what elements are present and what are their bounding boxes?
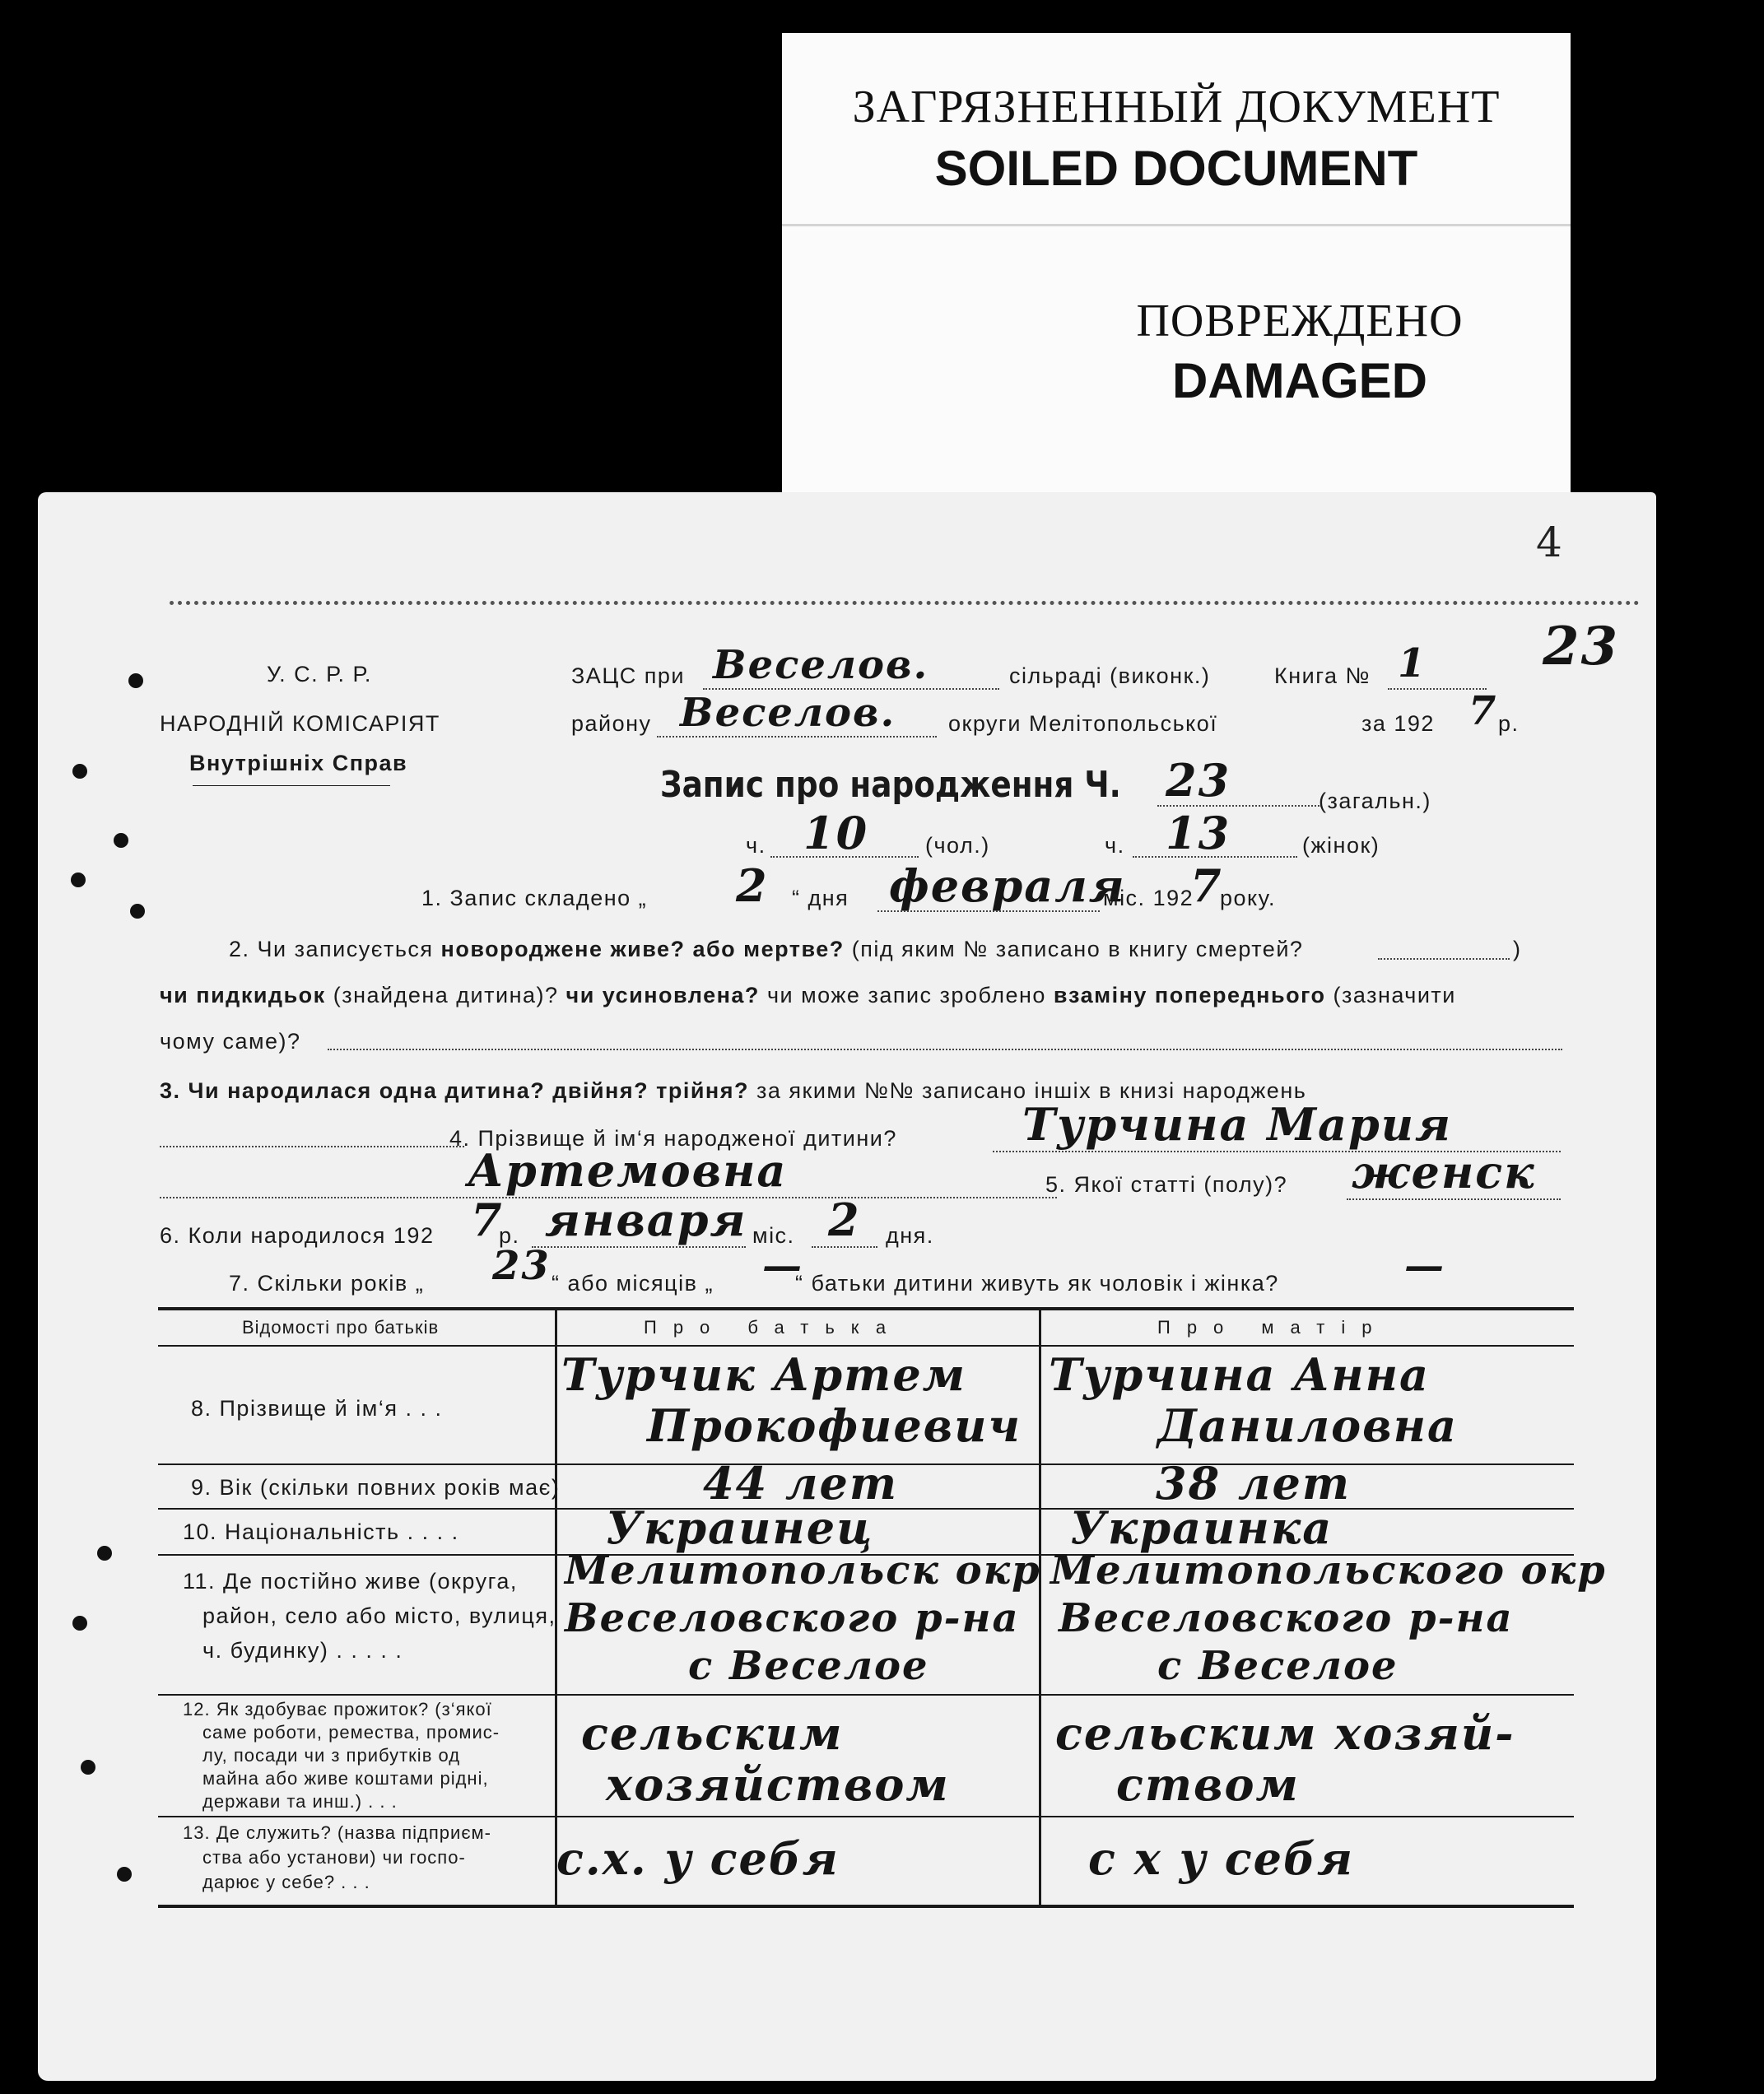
q7-answer-handwritten: — [1404, 1243, 1445, 1289]
underline [193, 785, 390, 786]
q5-label: 5. Якої статті (полу)? [1045, 1172, 1288, 1197]
q7-label-b: “ або місяців „ [552, 1271, 714, 1296]
archive-label-card [782, 33, 1571, 494]
q2-found-child: (знайдена дитина)? [333, 983, 559, 1007]
row11-label-2: район, село або місто, вулиця, [202, 1603, 556, 1628]
row9-label: 9. Вік (скільки повних років має) [191, 1475, 561, 1500]
row12-label-3: лу, посади чи з прибутків од [202, 1745, 461, 1766]
table-rule [158, 1694, 1574, 1696]
punch-hole [128, 673, 143, 688]
header-internal-affairs: Внутрішніх Справ [189, 751, 408, 775]
q7-months-handwritten: — [762, 1243, 803, 1289]
q2-specify: (зазначити [1333, 983, 1456, 1007]
book-number-handwritten: 1 [1398, 640, 1427, 686]
punch-hole [71, 872, 86, 887]
ch-label-male: ч. [746, 833, 766, 858]
row9-mother: 38 лет [1156, 1457, 1351, 1510]
table-column-divider [1039, 1310, 1041, 1905]
female-number-handwritten: 13 [1166, 807, 1231, 859]
row9-father: 44 лет [703, 1457, 898, 1510]
q4-label: 4. Прізвище й ім‘я народженої дитини? [449, 1126, 897, 1151]
row12-label-4: майна або живе коштами рідні, [202, 1768, 489, 1789]
punch-hole [81, 1760, 95, 1775]
row8-father-line2: Прокофиевич [647, 1399, 1022, 1452]
table-top-rule [158, 1307, 1574, 1310]
row11-label-1: 11. Де постійно живе (округа, [183, 1569, 518, 1594]
table-bottom-rule [158, 1905, 1574, 1908]
dotted-line [1378, 958, 1510, 960]
corner-mark-handwritten: 4 [1536, 519, 1562, 566]
row11-label-3: ч. будинку) . . . . . [202, 1638, 403, 1663]
q2-line2 [160, 983, 1456, 1008]
female-label: (жінок) [1302, 833, 1380, 858]
punch-hole [114, 833, 128, 848]
row12-father-line2: хозяйством [606, 1758, 950, 1811]
table-header-mother: Про матір [1157, 1317, 1389, 1338]
row11-mother-line2: Веселовского р-на [1059, 1595, 1514, 1641]
corner-number-handwritten: 23 [1543, 616, 1620, 677]
table-rule [158, 1345, 1574, 1347]
row11-father-line3: с Веселое [688, 1643, 929, 1689]
label-damaged-ru: ПОВРЕЖДЕНО [1136, 295, 1464, 347]
label-soiled-ru: ЗАГРЯЗНЕННЫЙ ДОКУМЕНТ [852, 81, 1501, 133]
punch-hole [72, 1616, 87, 1631]
q7-label-c: “ батьки дитини живуть як чоловік і жінка? [795, 1271, 1279, 1296]
q2-close: ) [1513, 937, 1522, 961]
q2-text-c: (під яким № записано в книгу смертей? [851, 937, 1304, 961]
table-header-info: Відомості про батьків [242, 1317, 440, 1338]
row11-father-line1: Мелитопольск окр [565, 1547, 1041, 1594]
punch-hole [117, 1867, 132, 1882]
q3-text-a: 3. Чи народилася [160, 1078, 372, 1103]
zags-label: ЗАЦС при [571, 663, 686, 688]
dotted-line [328, 1049, 1562, 1050]
row12-label-5: держави та инш.) . . . [202, 1791, 398, 1812]
row8-mother-line1: Турчина Анна [1049, 1348, 1430, 1401]
rayon-label: району [571, 711, 652, 736]
year-digit-handwritten: 7 [1468, 688, 1498, 734]
male-label: (чол.) [925, 833, 990, 858]
table-header-father: Про батька [644, 1317, 903, 1338]
q6-mis: міс. [752, 1223, 795, 1248]
card-fold-line [782, 224, 1571, 226]
label-damaged-en: DAMAGED [1172, 353, 1427, 408]
row11-mother-line3: с Веселое [1157, 1643, 1399, 1689]
silradi-label: сільраді (виконк.) [1009, 663, 1211, 688]
dotted-line [657, 736, 937, 738]
general-label: (загальн.) [1319, 789, 1431, 813]
dotted-line [160, 1146, 464, 1147]
punch-hole [130, 904, 145, 919]
q2-replacement: взаміну попереднього [1053, 983, 1326, 1007]
q7-years-handwritten: 23 [492, 1243, 551, 1289]
year-suffix: р. [1498, 711, 1520, 736]
q1-month-handwritten: февраля [889, 859, 1126, 912]
q3-text-c: за якими №№ записано іншіх в книзі народжень [756, 1078, 1307, 1103]
q2-label [229, 937, 1303, 962]
row10-father: Украинец [606, 1501, 874, 1554]
q1-day-label: “ дня [792, 886, 849, 910]
q1-day-handwritten: 2 [736, 859, 769, 912]
okrug-label: округи Мелітопольської [948, 711, 1218, 736]
q6-r: р. [499, 1223, 520, 1248]
row8-father-line1: Турчик Артем [561, 1348, 967, 1401]
dotted-line [1133, 856, 1297, 858]
zags-place-handwritten: Веселов. [713, 642, 929, 688]
row11-mother-line1: Мелитопольского окр [1050, 1547, 1607, 1594]
male-number-handwritten: 10 [803, 807, 869, 859]
table-rule [158, 1816, 1574, 1817]
dotted-line [1347, 1198, 1561, 1200]
q1-label: 1. Запис складено „ [421, 886, 648, 910]
dotted-line [770, 856, 919, 858]
row13-label-1: 13. Де служить? (назва підприєм- [183, 1822, 492, 1843]
q1-roku: року. [1220, 886, 1276, 910]
rayon-place-handwritten: Веселов. [680, 690, 896, 736]
dotted-line [532, 1246, 746, 1248]
row11-father-line2: Веселовского р-на [565, 1595, 1020, 1641]
q6-year-handwritten: 7 [471, 1194, 504, 1246]
row13-label-2: ства або установи) чи госпо- [202, 1847, 466, 1868]
punch-hole [72, 764, 87, 779]
dotted-line [812, 1246, 877, 1248]
punch-hole [97, 1546, 112, 1561]
q1-year-handwritten: 7 [1190, 859, 1223, 912]
q2-or-record: чи може запис зроблено [766, 983, 1046, 1007]
ch-label-female: ч. [1105, 833, 1125, 858]
q6-label: 6. Коли народилося 192 [160, 1223, 435, 1248]
row8-mother-line2: Даниловна [1157, 1399, 1458, 1452]
label-soiled-en: SOILED DOCUMENT [934, 141, 1418, 196]
q6-day-handwritten: 2 [828, 1194, 861, 1246]
q4-patronymic-handwritten: Артемовна [468, 1144, 788, 1197]
record-title: Запис про народження Ч. [660, 764, 1121, 806]
birth-record-form [38, 492, 1656, 2081]
q2-line3: чому саме)? [160, 1029, 301, 1054]
q2-foundling: чи пидкидьок [160, 983, 326, 1007]
row12-label-2: саме роботи, ремества, промис- [202, 1722, 500, 1743]
row13-label-3: дарює у себе? . . . [202, 1872, 370, 1892]
row12-mother-line1: сельским хозяй- [1055, 1707, 1515, 1760]
q7-label-a: 7. Скільки років „ [229, 1271, 425, 1296]
q1-month-label: міс. 192 [1103, 886, 1194, 910]
row13-mother: с х у себя [1088, 1832, 1354, 1885]
q3-text-b: одна дитина? двійня? трійня? [379, 1078, 749, 1103]
dotted-line [877, 910, 1100, 912]
perforation-line [170, 601, 1640, 605]
row12-father-line1: сельским [581, 1707, 844, 1760]
row13-father: с.х. у себя [556, 1832, 840, 1885]
q2-text-b: новороджене живе? або мертве? [440, 937, 845, 961]
row12-label-1: 12. Як здобуває прожиток? (з‘якої [183, 1699, 492, 1719]
book-label: Книга № [1274, 663, 1371, 688]
row10-mother: Украинка [1070, 1501, 1333, 1554]
q2-adopted: чи усиновлена? [566, 983, 760, 1007]
q6-month-handwritten: января [545, 1194, 747, 1246]
header-commissariat: НАРОДНІЙ КОМІСАРІЯТ [160, 711, 440, 736]
header-ussr: У. С. Р. Р. [267, 662, 372, 686]
q6-dnya: дня. [886, 1223, 934, 1248]
q5-value-handwritten: женск [1352, 1146, 1536, 1198]
q2-text-a: 2. Чи записується [229, 937, 434, 961]
record-number-handwritten: 23 [1166, 754, 1231, 807]
q4-name-handwritten: Турчина Мария [1022, 1098, 1453, 1151]
row10-label: 10. Національність . . . . [183, 1519, 459, 1544]
row12-mother-line2: ством [1116, 1758, 1300, 1811]
row8-label: 8. Прізвище й ім‘я . . . [191, 1396, 443, 1421]
year-label: за 192 [1361, 711, 1435, 736]
